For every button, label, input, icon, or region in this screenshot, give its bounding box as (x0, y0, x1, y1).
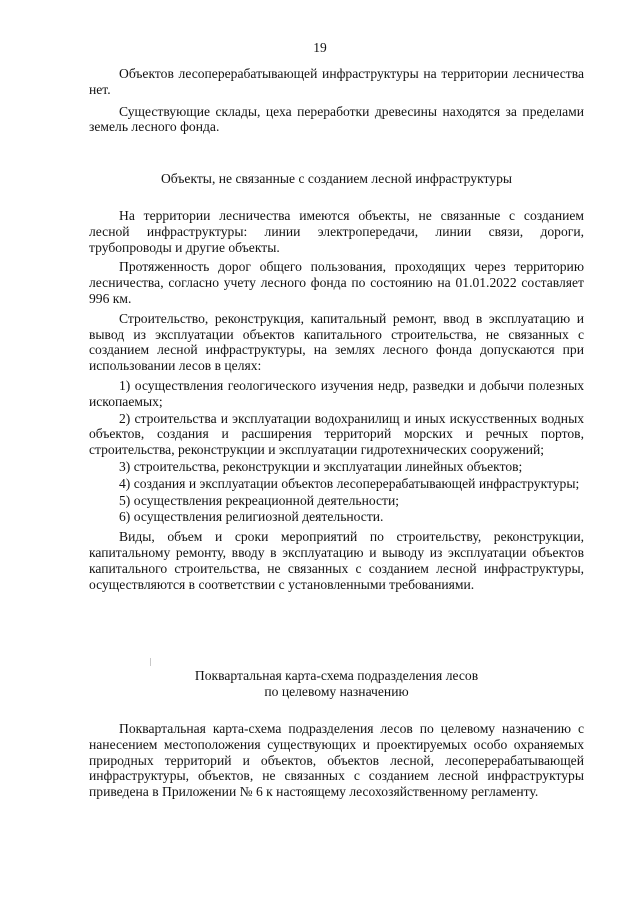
heading-line: по целевому назначению (264, 684, 409, 699)
paragraph: Виды, объем и сроки мероприятий по строительству, реконструкции, капитальному ремонту, вводу в эксплуатацию и выводу из эксплуатации объектов капитального строительства, не связанных с созданием лесной инфраструктуры, осуществляются в соответствии с установленными требованиями. (89, 529, 584, 592)
intro-text (89, 66, 584, 135)
list-item: 6) осуществления религиозной деятельности. (119, 509, 384, 525)
list-item: 5) осуществления рекреационной деятельности; (119, 492, 400, 508)
section-heading: Объекты, не связанные с созданием лесной инфраструктуры (160, 171, 512, 186)
list-item: 1) осуществления геологического изучения недр, разведки и добычи полезных ископаемых; (89, 377, 584, 409)
section-2-body (89, 721, 584, 800)
paragraph: Объектов лесоперерабатывающей инфраструктуры на территории лесничества нет. (89, 66, 584, 97)
list-item: 2) строительства и эксплуатации водохранилищ и иных искусственных водных объектов, создания и расширения территорий морских и речных портов, строительства, реконструкции и эксплуатации гидротехнических сооружений; (89, 410, 584, 458)
paragraph: Протяженность дорог общего пользования, проходящих через территорию лесничества, согласно учету лесного фонда по состоянию на 01.01.2022 составляет 996 км. (89, 259, 584, 306)
list-item: 3) строительства, реконструкции и эксплуатации линейных объектов; (119, 458, 523, 474)
paragraph: На территории лесничества имеются объекты, не связанные с созданием лесной инфраструктуры: линии электропередачи, линии связи, дороги, трубопроводы и другие объекты. (89, 208, 584, 255)
scan-artifact (150, 658, 151, 666)
list-item: 4) создания и эксплуатации объектов лесоперерабатывающей инфраструктуры; (119, 475, 580, 491)
paragraph: Строительство, реконструкция, капитальный ремонт, ввод в эксплуатацию и вывод из эксплуатации объектов капитального строительства, не связанных с созданием лесной инфраструктуры, на землях лесного фонда допускаются при использовании лесов в целях: (89, 310, 584, 374)
section-heading (89, 668, 584, 700)
page-number: 19 (313, 40, 327, 55)
paragraph: Существующие склады, цеха переработки древесины находятся за пределами земель лесного фонда. (89, 103, 584, 135)
heading-line: Поквартальная карта-схема подразделения лесов (194, 668, 479, 683)
section-1-body (89, 208, 584, 592)
paragraph: Поквартальная карта-схема подразделения лесов по целевому назначению с нанесением местоположения существующих и проектируемых особо охраняемых природных территорий и объектов, объектов лесной, лесоперерабатывающей инфраструктуры, объектов, не связанных с созданием лесной инфраструктуры приведена в Приложении № 6 к настоящему лесохозяйственному регламенту. (89, 721, 584, 800)
